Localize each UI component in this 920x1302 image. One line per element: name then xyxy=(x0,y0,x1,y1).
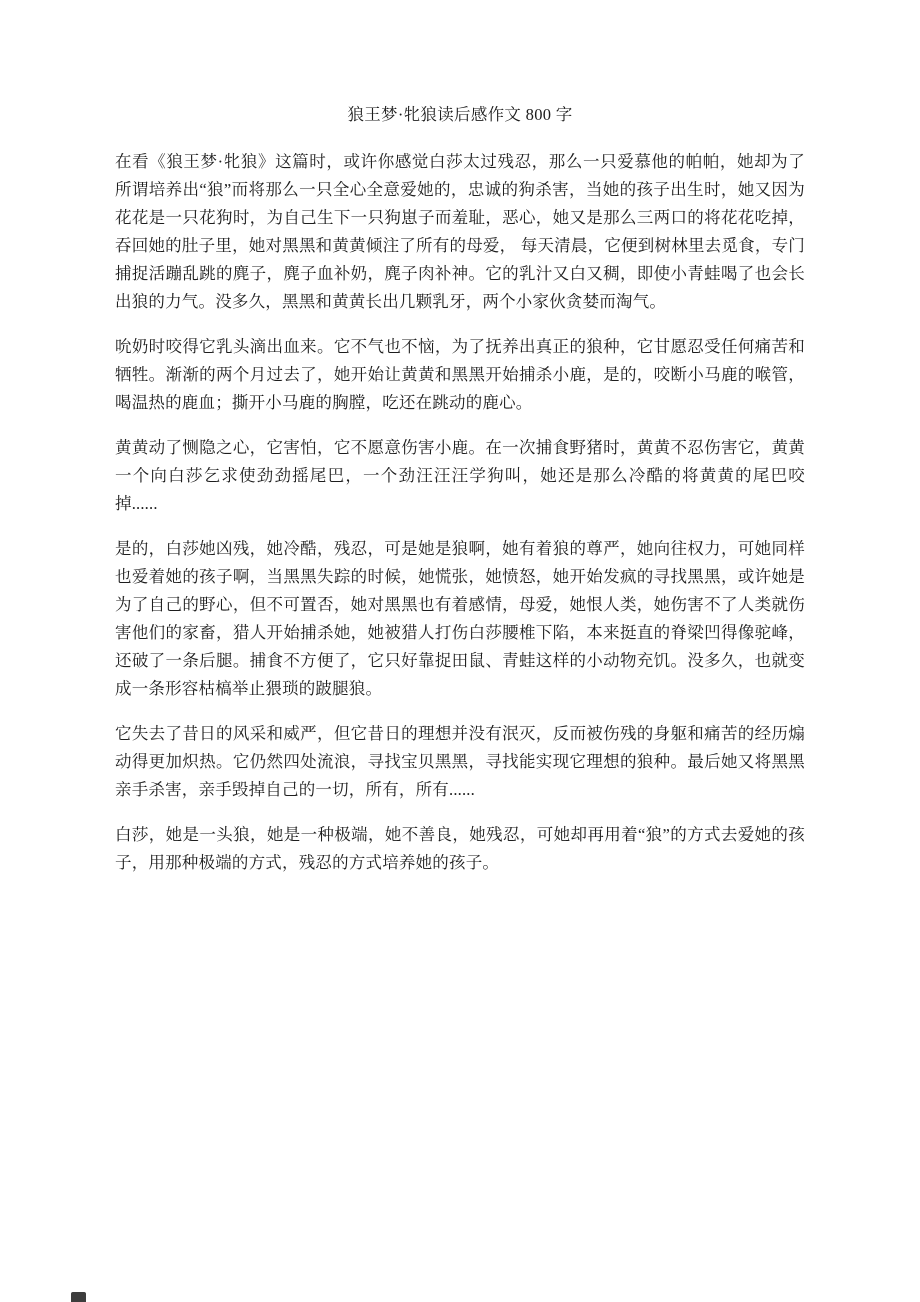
paragraph-1: 在看《狼王梦·牝狼》这篇时，或许你感觉白莎太过残忍，那么一只爱慕他的帕帕，她却为了所谓培养出“狼”而将那么一只全心全意爱她的，忠诚的狗杀害，当她的孩子出生时，她又因为花花是一只花狗时，为自己生下一只狗崽子而羞耻，恶心，她又是那么三两口的将花花吃掉，吞回她的肚子里，她对黑黑和黄黄倾注了所有的母爱， 每天清晨，它便到树林里去觅食，专门捕捉活蹦乱跳的麂子，麂子血补奶，麂子肉补神。它的乳汁又白又稠，即使小青蛙喝了也会长出狼的力气。没多久，黑黑和黄黄长出几颗乳牙，两个小家伙贪婪而淘气。 xyxy=(115,152,805,311)
page-corner-artifact xyxy=(71,1292,86,1302)
paragraph-2: 吮奶时咬得它乳头滴出血来。它不气也不恼，为了抚养出真正的狼种，它甘愿忍受任何痛苦和牺牲。渐渐的两个月过去了，她开始让黄黄和黑黑开始捕杀小鹿，是的，咬断小马鹿的喉管，喝温热的鹿血；撕开小马鹿的胸膛，吃还在跳动的鹿心。 xyxy=(115,337,805,412)
document-title: 狼王梦·牝狼读后感作文 800 字 xyxy=(347,105,573,124)
paragraph-4: 是的，白莎她凶残，她冷酷，残忍，可是她是狼啊，她有着狼的尊严，她向往权力，可她同样也爱着她的孩子啊，当黑黑失踪的时候，她慌张，她愤怒，她开始发疯的寻找黑黑，或许她是为了自己的野心，但不可置否，她对黑黑也有着感情，母爱，她恨人类，她伤害不了人类就伤害他们的家畜，猎人开始捕杀她，她被猎人打伤白莎腰椎下陷，本来挺直的脊梁凹得像驼峰，还破了一条后腿。捕食不方便了，它只好靠捉田鼠、青蛙这样的小动物充饥。没多久，也就变成一条形容枯槁举止猥琐的跛腿狼。 xyxy=(115,539,805,698)
paragraph-3: 黄黄动了恻隐之心，它害怕，它不愿意伤害小鹿。在一次捕食野猪时，黄黄不忍伤害它，黄黄一个向白莎乞求使劲劲摇尾巴，一个劲汪汪汪学狗叫，她还是那么冷酷的将黄黄的尾巴咬掉...... xyxy=(115,438,805,513)
paragraph-5: 它失去了昔日的风采和威严，但它昔日的理想并没有泯灭，反而被伤残的身躯和痛苦的经历煽动得更加炽热。它仍然四处流浪，寻找宝贝黑黑，寻找能实现它理想的狼种。最后她又将黑黑亲手杀害，亲手毁掉自己的一切，所有，所有...... xyxy=(115,724,805,799)
paragraph-6: 白莎，她是一头狼，她是一种极端，她不善良，她残忍，可她却再用着“狼”的方式去爱她的孩子，用那种极端的方式，残忍的方式培养她的孩子。 xyxy=(115,825,805,872)
